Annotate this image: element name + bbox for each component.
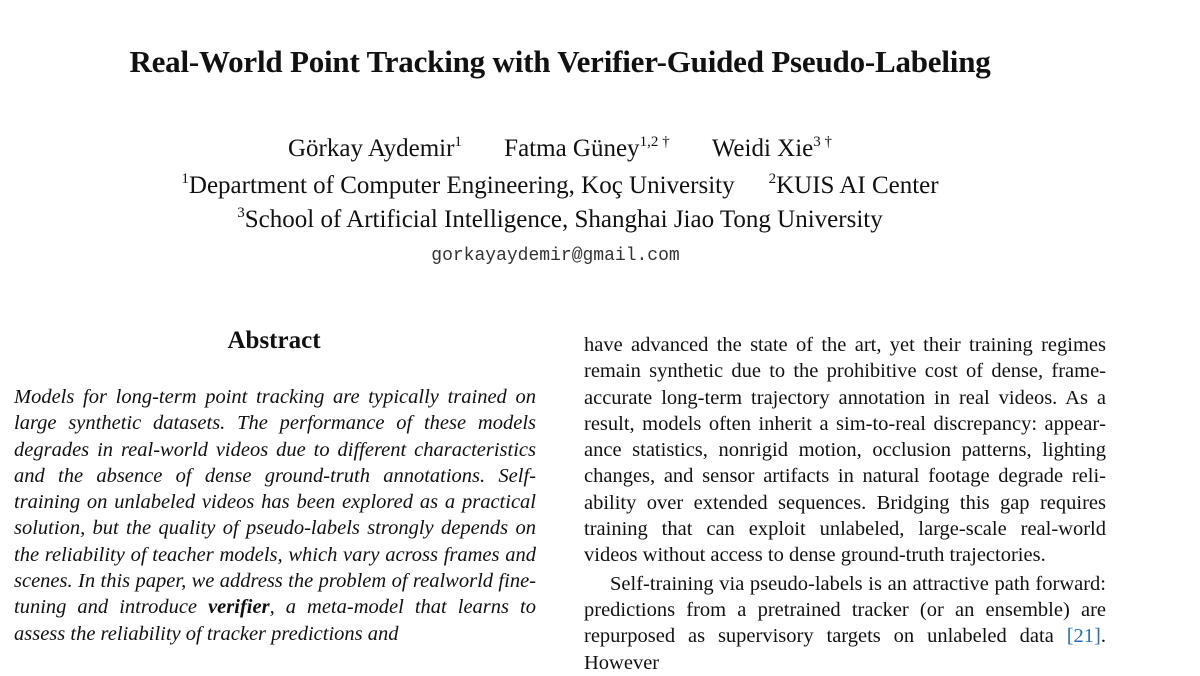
author-affiliation-mark: 1,2 †	[639, 134, 670, 150]
author-name: Görkay Aydemir	[288, 135, 455, 162]
affiliation-sjtu: School of Artificial Intelligence, Shanghai Jiao Tong University	[244, 206, 883, 233]
intro-paragraph-1: have advanced the state of the art, yet their training regimes remain synthetic due to the prohibitive cost of dense, frame-accurate long-term trajectory annotation in real videos. As a result, models often inherit a sim-to-real discrepancy: appearance statistics, nonrigid motion, occlusion patterns, lighting changes, and sensor artifacts in natural footage degrade reliability over extended sequences. Bridging this gap requires training that can exploit unlabeled, large-scale real-world videos without access to dense ground-truth trajectories.	[584, 334, 1106, 567]
author-affiliation-mark: 3 †	[813, 134, 832, 150]
author	[712, 135, 832, 163]
author-affiliation-mark: 1	[454, 134, 462, 150]
affiliation-koc: Department of Computer Engineering, Koç University	[188, 172, 735, 199]
introduction-body	[584, 332, 1106, 676]
affiliation-mark: 1	[181, 171, 189, 187]
author	[288, 135, 462, 163]
affiliation-line-2	[0, 206, 1120, 234]
affiliation-mark: 3	[237, 205, 245, 221]
author-name: Fatma Güney	[504, 135, 640, 162]
abstract-body	[14, 384, 536, 647]
intro-text: Self-training via pseudo-labels is an attractive path forward: predictions from a pretrained tracker (or an ensemble) are repurposed as supervisory targets on unlabeled data	[584, 572, 1106, 648]
author	[504, 135, 669, 163]
author-email: gorkayaydemir@gmail.com	[431, 246, 680, 266]
author-name: Weidi Xie	[711, 135, 814, 162]
intro-paragraph-2	[584, 571, 1106, 676]
abstract-text: Models for long-term point tracking are typically trained on large synthetic datasets. The performance of these models degrades in real-world videos due to different characteristics and the absence of dense ground-truth annotations. Selftraining on unlabeled videos has been explored as a practical solution, but the quality of pseudo-labels strongly depends on the reliability of teacher models, which vary across frames and scenes. In this paper, we address the problem of realworld fine-tuning and introduce	[14, 386, 536, 619]
affiliation-kuis: KUIS AI Center	[776, 172, 939, 199]
paper-title: Real-World Point Tracking with Verifier-Guided Pseudo-Labeling	[129, 44, 991, 79]
abstract-heading: Abstract	[227, 327, 321, 354]
author-list	[0, 135, 1120, 163]
abstract-paragraph	[14, 384, 536, 647]
intro-text: . However	[584, 625, 1106, 674]
citation-link[interactable]: [21]	[1066, 625, 1101, 648]
verifier-term: verifier	[208, 596, 270, 619]
affiliation-line-1	[0, 172, 1120, 200]
abstract-text: , a meta-model that learns to assess the reliability of tracker predictions and	[14, 596, 536, 645]
affiliation-mark: 2	[768, 171, 777, 187]
